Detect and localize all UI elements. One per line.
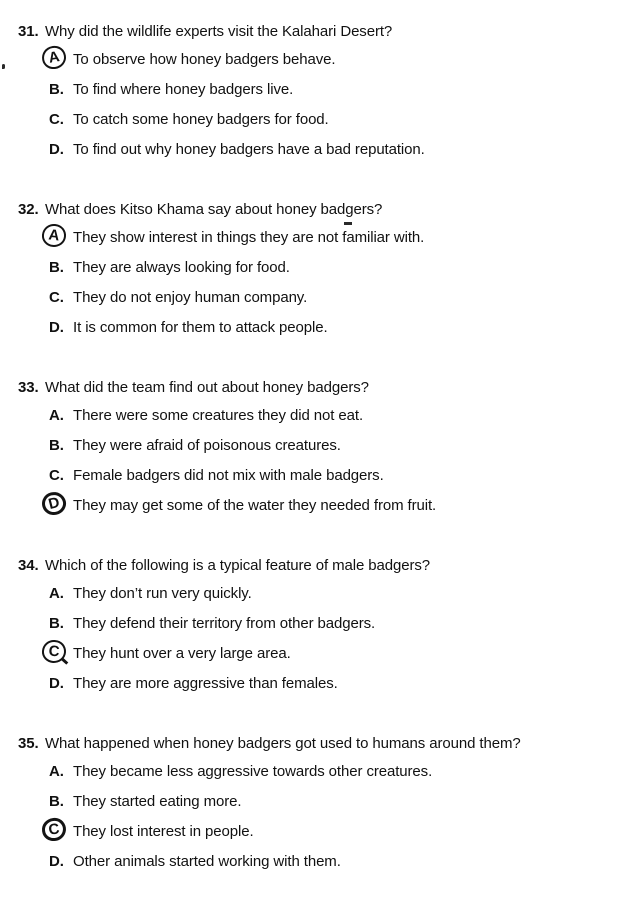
- option-letter: A: [47, 226, 61, 245]
- option-text: They were afraid of poisonous creatures.: [73, 437, 341, 454]
- option-row-34c: [0, 644, 620, 674]
- answer-circle: [41, 639, 67, 664]
- question-33: [0, 378, 620, 526]
- option-row-33b: [0, 436, 620, 466]
- option-letter: C.: [49, 111, 64, 128]
- option-text: Female badgers did not mix with male badgers.: [73, 467, 384, 484]
- option-text: They do not enjoy human company.: [73, 289, 308, 306]
- option-row-34b: [0, 614, 620, 644]
- option-letter: C: [47, 820, 61, 839]
- option-text: There were some creatures they did not eat.: [73, 407, 364, 424]
- question-35: [0, 734, 620, 882]
- option-text: To observe how honey badgers behave.: [73, 51, 336, 68]
- option-letter: B.: [49, 615, 64, 632]
- question-text: What happened when honey badgers got used to humans around them?: [45, 735, 521, 752]
- option-text: They may get some of the water they needed from fruit.: [73, 497, 437, 514]
- question-text: Why did the wildlife experts visit the Kalahari Desert?: [45, 23, 393, 40]
- question-text: Which of the following is a typical feature of male badgers?: [45, 557, 431, 574]
- option-letter: C: [48, 642, 60, 661]
- option-row-34a: [0, 584, 620, 614]
- option-letter: D.: [49, 853, 64, 870]
- option-text: They are more aggressive than females.: [73, 675, 338, 692]
- option-letter: A.: [49, 585, 64, 602]
- option-row-35d: [0, 852, 620, 882]
- question-number: 31.: [18, 23, 39, 40]
- option-text: It is common for them to attack people.: [73, 319, 328, 336]
- question-line: [0, 200, 620, 219]
- option-row-33a: [0, 406, 620, 436]
- option-row-32c: [0, 288, 620, 318]
- question-line: [0, 556, 620, 575]
- option-letter: B.: [49, 437, 64, 454]
- option-row-32a: [0, 228, 620, 258]
- question-32: [0, 200, 620, 348]
- question-number: 33.: [18, 379, 39, 396]
- option-text: They lost interest in people.: [73, 823, 254, 840]
- answer-circle: [41, 223, 67, 248]
- question-line: [0, 378, 620, 397]
- scan-artifact-mark: [344, 222, 352, 225]
- question-line: [0, 22, 620, 41]
- answer-circle: [40, 44, 68, 71]
- option-letter: C.: [49, 289, 64, 306]
- option-letter: D.: [49, 675, 64, 692]
- option-letter: A.: [49, 407, 64, 424]
- option-row-31b: [0, 80, 620, 110]
- question-line: [0, 734, 620, 753]
- question-number: 35.: [18, 735, 39, 752]
- question-number: 34.: [18, 557, 39, 574]
- option-text: They don’t run very quickly.: [73, 585, 252, 602]
- option-text: They defend their territory from other badgers.: [73, 615, 376, 632]
- option-letter: A.: [49, 763, 64, 780]
- question-text: What does Kitso Khama say about honey badgers?: [45, 201, 383, 218]
- option-row-31d: [0, 140, 620, 170]
- option-letter: D.: [49, 319, 64, 336]
- option-letter: B.: [49, 81, 64, 98]
- option-row-31c: [0, 110, 620, 140]
- option-row-35c: [0, 822, 620, 852]
- option-row-32b: [0, 258, 620, 288]
- option-letter: D.: [49, 141, 64, 158]
- option-text: Other animals started working with them.: [73, 853, 341, 870]
- option-letter: A: [47, 48, 61, 67]
- option-text: To find out why honey badgers have a bad reputation.: [73, 141, 425, 158]
- option-row-35a: [0, 762, 620, 792]
- option-text: They are always looking for food.: [73, 259, 290, 276]
- option-letter: D: [46, 493, 62, 514]
- option-text: They hunt over a very large area.: [73, 645, 291, 662]
- option-row-34d: [0, 674, 620, 704]
- option-row-31a: [0, 50, 620, 80]
- question-text: What did the team find out about honey badgers?: [45, 379, 369, 396]
- option-text: To find where honey badgers live.: [73, 81, 294, 98]
- option-text: They became less aggressive towards other creatures.: [73, 763, 433, 780]
- option-text: They show interest in things they are not familiar with.: [73, 229, 425, 246]
- question-31: [0, 22, 620, 170]
- option-row-35b: [0, 792, 620, 822]
- question-34: [0, 556, 620, 704]
- option-row-32d: [0, 318, 620, 348]
- option-letter: B.: [49, 793, 64, 810]
- option-letter: B.: [49, 259, 64, 276]
- scan-artifact-mark: [2, 64, 5, 69]
- option-text: To catch some honey badgers for food.: [73, 111, 329, 128]
- option-row-33d: [0, 493, 620, 526]
- option-letter: C.: [49, 467, 64, 484]
- question-number: 32.: [18, 201, 39, 218]
- option-text: They started eating more.: [73, 793, 242, 810]
- option-row-33c: [0, 466, 620, 496]
